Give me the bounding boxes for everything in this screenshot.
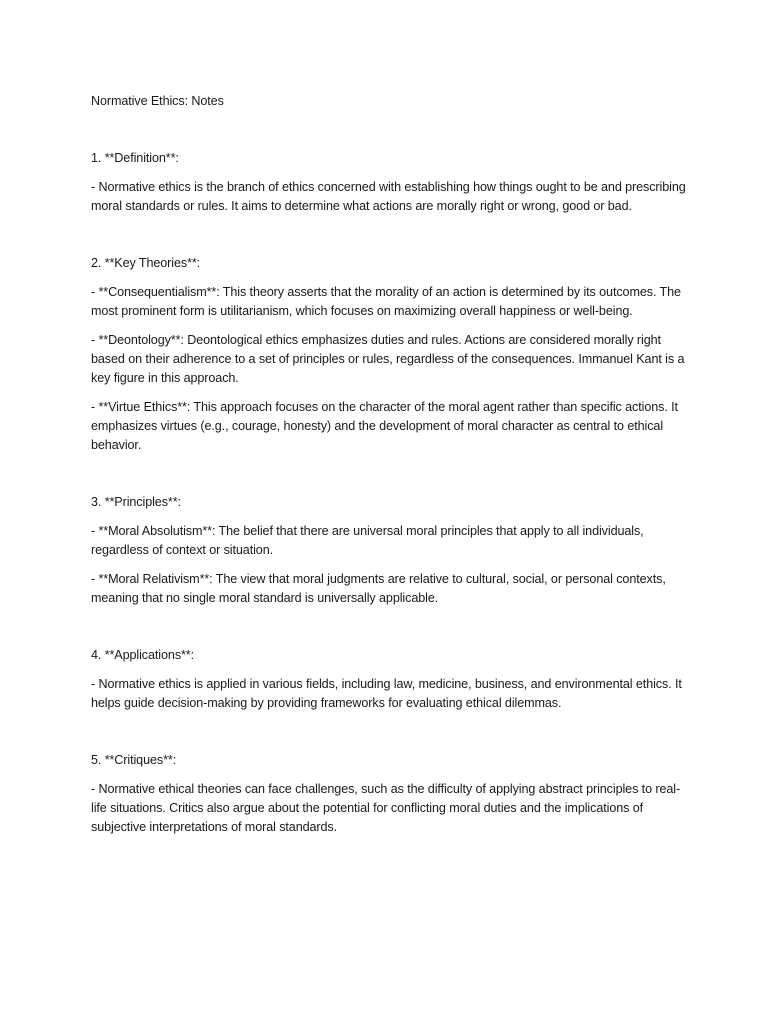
section-principles [91,493,691,608]
section-critiques [91,751,691,837]
section-paragraph: - Normative ethics is applied in various fields, including law, medicine, business, and environmental ethics. It helps guide decision-making by providing frameworks for evaluating ethical dilemmas. [91,677,682,710]
section-heading: 4. **Applications**: [91,648,195,662]
section-applications [91,646,691,713]
document-page [91,92,691,875]
section-heading: 3. **Principles**: [91,495,181,509]
section-paragraph: - **Moral Absolutism**: The belief that there are universal moral principles that apply to all individuals, regardless of context or situation. [91,524,644,557]
section-definition [91,149,691,216]
section-paragraph: - Normative ethical theories can face challenges, such as the difficulty of applying abstract principles to real-life situations. Critics also argue about the potential for conflicting moral duties and the implications of subjective interpretations of moral standards. [91,782,681,834]
section-paragraph: - **Moral Relativism**: The view that moral judgments are relative to cultural, social, or personal contexts, meaning that no single moral standard is universally applicable. [91,572,666,605]
section-heading: 1. **Definition**: [91,151,179,165]
section-paragraph: - **Virtue Ethics**: This approach focuses on the character of the moral agent rather than specific actions. It emphasizes virtues (e.g., courage, honesty) and the development of moral character as central to ethical behavior. [91,400,678,452]
section-paragraph: - **Deontology**: Deontological ethics emphasizes duties and rules. Actions are considered morally right based on their adherence to a set of principles or rules, regardless of the consequences. Immanuel Kant is a key figure in this approach. [91,333,685,385]
section-paragraph: - **Consequentialism**: This theory asserts that the morality of an action is determined by its outcomes. The most prominent form is utilitarianism, which focuses on maximizing overall happiness or well-being. [91,285,681,318]
section-key-theories [91,254,691,455]
document-title: Normative Ethics: Notes [91,94,224,108]
section-heading: 5. **Critiques**: [91,753,177,767]
section-paragraph: - Normative ethics is the branch of ethics concerned with establishing how things ought to be and prescribing moral standards or rules. It aims to determine what actions are morally right or wrong, good or bad. [91,180,686,213]
section-heading: 2. **Key Theories**: [91,256,201,270]
